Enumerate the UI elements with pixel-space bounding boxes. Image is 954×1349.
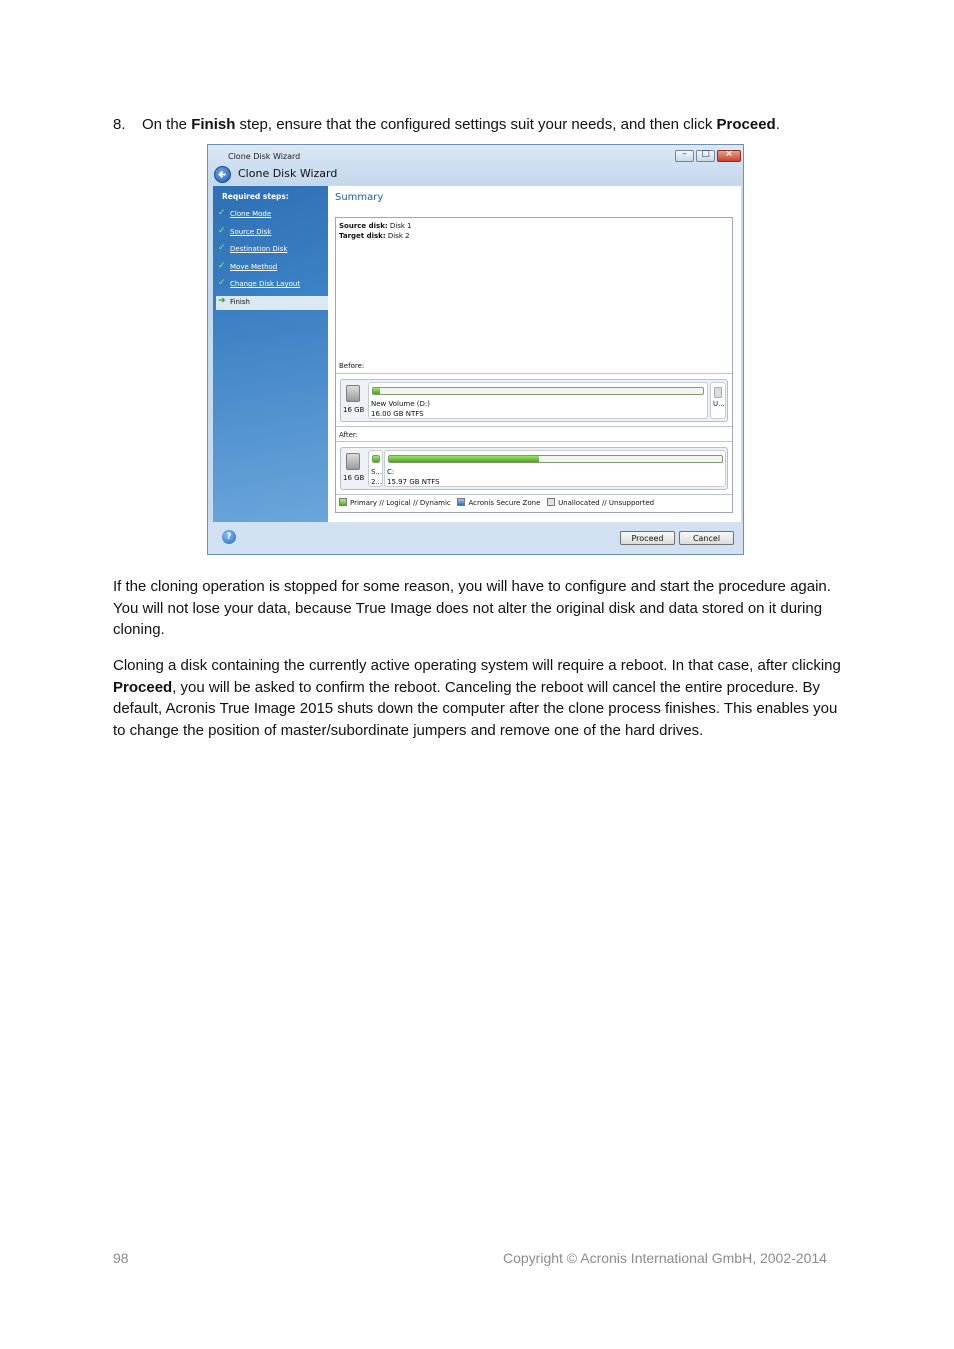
step-text-end: . — [775, 116, 780, 133]
proceed-button[interactable]: Proceed — [620, 531, 675, 545]
hard-disk-icon — [346, 453, 360, 470]
maximize-icon: □ — [701, 149, 710, 159]
partition-usage-bar — [372, 387, 704, 395]
step-8-instruction — [113, 114, 873, 136]
proceed-keyword: Proceed — [113, 678, 173, 696]
primary-swatch — [339, 498, 347, 506]
wizard-main-panel — [328, 186, 741, 522]
after-disk-row[interactable] — [340, 447, 728, 490]
target-disk-label: Target disk: — [339, 232, 386, 240]
legend-unallocated: Unallocated // Unsupported — [558, 499, 655, 507]
partition-usage-bar — [372, 455, 380, 463]
step-label: Finish — [230, 298, 250, 306]
copyright-notice: Copyright © Acronis International GmbH, 2002-2014 — [503, 1250, 827, 1266]
page-number: 98 — [113, 1250, 129, 1266]
step-source-disk[interactable] — [216, 226, 328, 240]
source-disk-value: Disk 1 — [387, 222, 412, 230]
cancel-button[interactable]: Cancel — [679, 531, 734, 545]
checkmark-icon: ✓ — [218, 208, 226, 218]
legend — [339, 498, 654, 507]
paragraph-text: Cloning a disk containing the currently active operating system will require a reboot. In that case, after clicking — [113, 657, 841, 674]
paragraph-text: , you will be asked to confirm the reboot. Canceling the reboot will cancel the entire procedure. By default, Acronis True Image 2015 shuts down the computer after the clone process finishes. This enables you to change the position of master/subordinate jumpers and remove one of the hard drives. — [113, 678, 838, 739]
current-step-arrow-icon: ➔ — [218, 296, 226, 306]
sidebar-heading: Required steps: — [222, 192, 289, 201]
paragraph-cloning-stopped: If the cloning operation is stopped for some reason, you will have to configure and start the procedure again. You will not lose your data, because True Image does not alter the original disk and data stored on it during cloning. — [113, 578, 831, 638]
step-number: 8. — [113, 116, 126, 133]
target-disk-line — [339, 232, 410, 240]
partition-name: S... — [371, 468, 383, 476]
checkmark-icon: ✓ — [218, 243, 226, 253]
paragraph-reboot — [113, 655, 848, 741]
wizard-header-title: Clone Disk Wizard — [238, 167, 338, 180]
step-text-middle: step, ensure that the configured settings suit your needs, and then click — [235, 116, 717, 133]
step-text-start: On the — [142, 116, 192, 133]
step-label: Clone Mode — [230, 210, 272, 218]
wizard-button-bar — [208, 522, 743, 555]
source-disk-label: Source disk: — [339, 222, 388, 230]
checkmark-icon: ✓ — [218, 278, 226, 288]
finish-keyword: Finish — [191, 116, 236, 133]
step-finish[interactable] — [216, 296, 328, 310]
summary-box[interactable] — [335, 217, 733, 513]
disk-size: 16 GB — [343, 474, 365, 482]
partition-usage-bar — [388, 455, 723, 463]
divider — [336, 441, 732, 442]
partition-unallocated[interactable] — [710, 382, 726, 419]
step-change-disk-layout[interactable] — [216, 278, 328, 292]
step-move-method[interactable] — [216, 261, 328, 275]
disk-size: 16 GB — [343, 406, 365, 414]
proceed-keyword: Proceed — [716, 116, 776, 133]
before-disk-row[interactable] — [340, 379, 728, 422]
after-label: After: — [339, 431, 359, 439]
window-titlebar[interactable] — [208, 145, 743, 185]
close-icon: × — [725, 149, 733, 159]
partition-c[interactable] — [384, 450, 726, 487]
summary-title: Summary — [335, 192, 384, 203]
divider — [336, 373, 732, 374]
partition-info: 16.00 GB NTFS — [371, 410, 424, 418]
partition-new-volume[interactable] — [368, 382, 708, 419]
sidebar-decoration — [213, 310, 328, 522]
help-icon[interactable]: ? — [222, 530, 236, 544]
step-label: Source Disk — [230, 228, 272, 236]
step-label: Destination Disk — [230, 245, 288, 253]
close-button[interactable] — [717, 150, 741, 162]
unallocated-bar — [714, 387, 722, 398]
minimize-button[interactable] — [675, 150, 694, 162]
partition-info: 15.97 GB NTFS — [387, 478, 440, 486]
usage-fill — [373, 388, 380, 394]
usage-fill — [373, 456, 379, 462]
divider — [336, 494, 732, 495]
checkmark-icon: ✓ — [218, 226, 226, 236]
legend-secure-zone: Acronis Secure Zone — [468, 499, 541, 507]
back-arrow-icon[interactable] — [214, 166, 231, 183]
partition-name: C: — [387, 468, 395, 476]
partition-name: New Volume (D:) — [371, 400, 430, 408]
secure-zone-swatch — [457, 498, 465, 506]
before-label: Before: — [339, 362, 365, 370]
checkmark-icon: ✓ — [218, 261, 226, 271]
minimize-icon: – — [682, 149, 687, 159]
window-title: Clone Disk Wizard — [228, 152, 301, 161]
wizard-sidebar — [213, 186, 328, 522]
usage-fill — [389, 456, 539, 462]
clone-disk-wizard-window — [207, 144, 744, 555]
legend-primary: Primary // Logical // Dynamic — [350, 499, 451, 507]
hard-disk-icon — [346, 385, 360, 402]
partition-info: 2... — [371, 478, 383, 486]
source-disk-line — [339, 222, 412, 230]
target-disk-value: Disk 2 — [385, 232, 410, 240]
step-label: Move Method — [230, 263, 278, 271]
maximize-button[interactable] — [696, 150, 715, 162]
step-label: Change Disk Layout — [230, 280, 301, 288]
partition-small[interactable] — [368, 450, 383, 487]
step-destination-disk[interactable] — [216, 243, 328, 257]
unallocated-swatch — [547, 498, 555, 506]
unallocated-label: U... — [713, 400, 725, 408]
divider — [336, 426, 732, 427]
step-clone-mode[interactable] — [216, 208, 328, 222]
